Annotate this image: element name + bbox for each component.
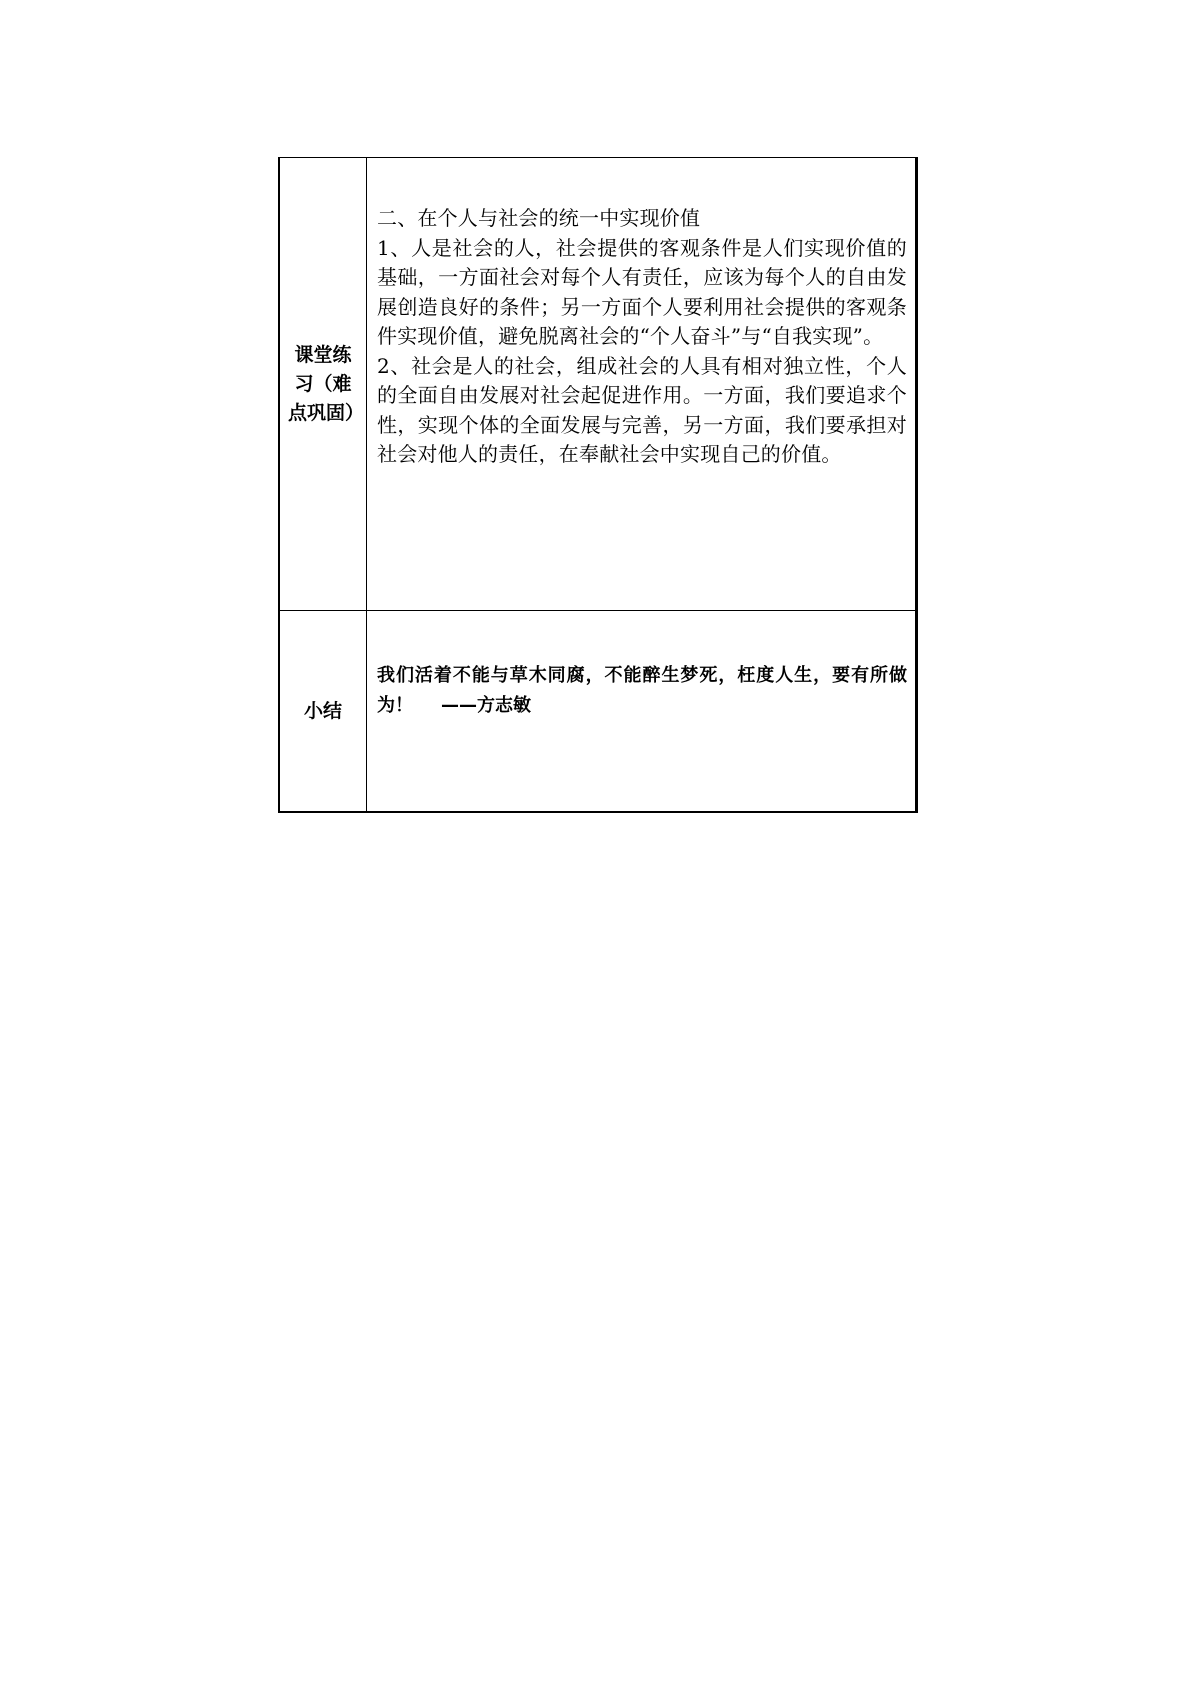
practice-body xyxy=(377,204,907,470)
practice-row xyxy=(279,158,917,611)
practice-label-cell xyxy=(279,158,367,611)
summary-content-cell xyxy=(367,611,917,813)
practice-point-2: 2、社会是人的社会，组成社会的人具有相对独立性，个人的全面自由发展对社会起促进作用。一方面，我们要追求个性，实现个体的全面发展与完善，另一方面，我们要承担对社会对他人的责任，在奉献社会中实现自己的价值。 xyxy=(377,353,907,466)
summary-label-cell xyxy=(279,611,367,813)
summary-quote: 我们活着不能与草木同腐，不能醉生梦死，枉度人生，要有所做为！ xyxy=(377,665,907,716)
lesson-table xyxy=(278,157,918,813)
practice-content xyxy=(367,158,915,610)
practice-point-1: 1、人是社会的人，社会提供的客观条件是人们实现价值的基础，一方面社会对每个人有责任，应该为每个人的自由发展创造良好的条件；另一方面个人要利用社会提供的客观条件实现价值，避免脱离社会的“个人奋斗”与“自我实现”。 xyxy=(377,235,907,348)
summary-row xyxy=(279,611,917,813)
summary-content xyxy=(367,611,915,811)
practice-heading: 二、在个人与社会的统一中实现价值 xyxy=(377,206,701,230)
practice-label: 课堂练习（难点巩固） xyxy=(288,343,365,424)
summary-label: 小结 xyxy=(303,699,342,722)
summary-author: ——方志敏 xyxy=(441,695,531,716)
practice-content-cell xyxy=(367,158,917,611)
summary-quote-block xyxy=(377,661,907,721)
